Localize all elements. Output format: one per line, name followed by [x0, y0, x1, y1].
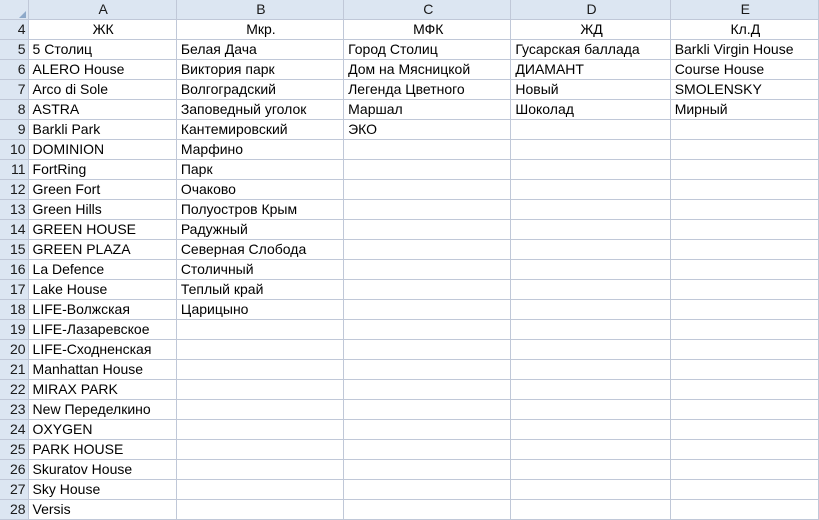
table-row [0, 480, 819, 500]
cell-e26[interactable] [670, 460, 818, 480]
column-header-c[interactable]: C [344, 0, 511, 20]
cell-c26[interactable] [344, 460, 511, 480]
cell-e23[interactable] [670, 400, 818, 420]
cell-e17[interactable] [670, 280, 818, 300]
cell-a24[interactable]: OXYGEN [28, 420, 176, 440]
cell-e11[interactable] [670, 160, 818, 180]
cell-a13[interactable]: Green Hills [28, 200, 176, 220]
cell-d24[interactable] [511, 420, 670, 440]
cell-a16[interactable]: La Defence [28, 260, 176, 280]
cell-e22[interactable] [670, 380, 818, 400]
row-header-4[interactable]: 4 [0, 20, 28, 40]
cell-b9[interactable]: Кантемировский [176, 120, 343, 140]
table-row [0, 160, 819, 180]
cell-a18[interactable]: LIFE-Волжская [28, 300, 176, 320]
cell-b8[interactable]: Заповедный уголок [176, 100, 343, 120]
row-header-27[interactable]: 27 [0, 480, 28, 500]
row-header-13[interactable]: 13 [0, 200, 28, 220]
table-row [0, 140, 819, 160]
cell-c8[interactable]: Маршал [344, 100, 511, 120]
table-row [0, 440, 819, 460]
row-header-16[interactable]: 16 [0, 260, 28, 280]
table-row [0, 500, 819, 520]
cell-b7[interactable]: Волгоградский [176, 80, 343, 100]
cell-c12[interactable] [344, 180, 511, 200]
cell-e24[interactable] [670, 420, 818, 440]
cell-d19[interactable] [511, 320, 670, 340]
column-header-row [0, 0, 819, 20]
row-header-23[interactable]: 23 [0, 400, 28, 420]
cell-d12[interactable] [511, 180, 670, 200]
row-header-22[interactable]: 22 [0, 380, 28, 400]
table-row [0, 100, 819, 120]
cell-e9[interactable] [670, 120, 818, 140]
cell-a22[interactable]: MIRAX PARK [28, 380, 176, 400]
cell-b4[interactable]: Мкр. [176, 20, 343, 40]
cell-d15[interactable] [511, 240, 670, 260]
cell-e18[interactable] [670, 300, 818, 320]
cell-b14[interactable]: Радужный [176, 220, 343, 240]
cell-b5[interactable]: Белая Дача [176, 40, 343, 60]
row-header-21[interactable]: 21 [0, 360, 28, 380]
row-header-12[interactable]: 12 [0, 180, 28, 200]
cell-b10[interactable]: Марфино [176, 140, 343, 160]
cell-e7[interactable]: SMOLENSKY [670, 80, 818, 100]
row-header-26[interactable]: 26 [0, 460, 28, 480]
cell-b26[interactable] [176, 460, 343, 480]
cell-c22[interactable] [344, 380, 511, 400]
cell-c6[interactable]: Дом на Мясницкой [344, 60, 511, 80]
cell-c17[interactable] [344, 280, 511, 300]
cell-c23[interactable] [344, 400, 511, 420]
column-header-b[interactable]: B [176, 0, 343, 20]
cell-c25[interactable] [344, 440, 511, 460]
cell-d16[interactable] [511, 260, 670, 280]
table-row [0, 420, 819, 440]
cell-a11[interactable]: FortRing [28, 160, 176, 180]
table-row [0, 460, 819, 480]
cell-b28[interactable] [176, 500, 343, 520]
cell-d8[interactable]: Шоколад [511, 100, 670, 120]
cell-e28[interactable] [670, 500, 818, 520]
column-header-d[interactable]: D [511, 0, 670, 20]
cell-a19[interactable]: LIFE-Лазаревское [28, 320, 176, 340]
cell-e16[interactable] [670, 260, 818, 280]
cell-d27[interactable] [511, 480, 670, 500]
cell-a8[interactable]: ASTRA [28, 100, 176, 120]
cell-b20[interactable] [176, 340, 343, 360]
cell-e15[interactable] [670, 240, 818, 260]
cell-a23[interactable]: New Переделкино [28, 400, 176, 420]
cell-d7[interactable]: Новый [511, 80, 670, 100]
row-header-19[interactable]: 19 [0, 320, 28, 340]
cell-b15[interactable]: Северная Слобода [176, 240, 343, 260]
cell-b6[interactable]: Виктория парк [176, 60, 343, 80]
table-row [0, 300, 819, 320]
cell-b11[interactable]: Парк [176, 160, 343, 180]
row-header-9[interactable]: 9 [0, 120, 28, 140]
cell-c11[interactable] [344, 160, 511, 180]
cell-a25[interactable]: PARK HOUSE [28, 440, 176, 460]
cell-c9[interactable]: ЭКО [344, 120, 511, 140]
cell-c28[interactable] [344, 500, 511, 520]
table-row [0, 200, 819, 220]
cell-a27[interactable]: Sky House [28, 480, 176, 500]
select-all-corner[interactable] [0, 0, 28, 20]
cell-d23[interactable] [511, 400, 670, 420]
row-header-20[interactable]: 20 [0, 340, 28, 360]
cell-d28[interactable] [511, 500, 670, 520]
cell-a26[interactable]: Skuratov House [28, 460, 176, 480]
table-row [0, 40, 819, 60]
cell-e25[interactable] [670, 440, 818, 460]
cell-a5[interactable]: 5 Столиц [28, 40, 176, 60]
cell-e5[interactable]: Barkli Virgin House [670, 40, 818, 60]
row-header-24[interactable]: 24 [0, 420, 28, 440]
cell-a17[interactable]: Lake House [28, 280, 176, 300]
cell-a20[interactable]: LIFE-Сходненская [28, 340, 176, 360]
cell-a10[interactable]: DOMINION [28, 140, 176, 160]
cell-a12[interactable]: Green Fort [28, 180, 176, 200]
table-row [0, 280, 819, 300]
row-header-7[interactable]: 7 [0, 80, 28, 100]
row-header-8[interactable]: 8 [0, 100, 28, 120]
cell-b27[interactable] [176, 480, 343, 500]
row-header-18[interactable]: 18 [0, 300, 28, 320]
cell-b18[interactable]: Царицыно [176, 300, 343, 320]
cell-a7[interactable]: Arco di Sole [28, 80, 176, 100]
cell-a28[interactable]: Versis [28, 500, 176, 520]
table-row [0, 400, 819, 420]
row-header-6[interactable]: 6 [0, 60, 28, 80]
row-header-5[interactable]: 5 [0, 40, 28, 60]
cell-d21[interactable] [511, 360, 670, 380]
cell-e19[interactable] [670, 320, 818, 340]
cell-d5[interactable]: Гусарская баллада [511, 40, 670, 60]
cell-c19[interactable] [344, 320, 511, 340]
cell-b17[interactable]: Теплый край [176, 280, 343, 300]
cell-e10[interactable] [670, 140, 818, 160]
row-header-28[interactable]: 28 [0, 500, 28, 520]
cell-b25[interactable] [176, 440, 343, 460]
cell-d6[interactable]: ДИАМАНТ [511, 60, 670, 80]
row-header-25[interactable]: 25 [0, 440, 28, 460]
cell-b22[interactable] [176, 380, 343, 400]
cell-b19[interactable] [176, 320, 343, 340]
cell-c27[interactable] [344, 480, 511, 500]
cell-e12[interactable] [670, 180, 818, 200]
row-header-14[interactable]: 14 [0, 220, 28, 240]
cell-d22[interactable] [511, 380, 670, 400]
cell-e8[interactable]: Мирный [670, 100, 818, 120]
cell-c5[interactable]: Город Столиц [344, 40, 511, 60]
cell-d14[interactable] [511, 220, 670, 240]
cell-d9[interactable] [511, 120, 670, 140]
cell-e27[interactable] [670, 480, 818, 500]
cell-c10[interactable] [344, 140, 511, 160]
cell-e4[interactable]: Кл.Д [670, 20, 818, 40]
row-header-17[interactable]: 17 [0, 280, 28, 300]
table-row [0, 240, 819, 260]
cell-b13[interactable]: Полуостров Крым [176, 200, 343, 220]
cell-a4[interactable]: ЖК [28, 20, 176, 40]
cell-b21[interactable] [176, 360, 343, 380]
cell-a21[interactable]: Manhattan House [28, 360, 176, 380]
row-header-11[interactable]: 11 [0, 160, 28, 180]
row-header-10[interactable]: 10 [0, 140, 28, 160]
cell-e13[interactable] [670, 200, 818, 220]
cell-d25[interactable] [511, 440, 670, 460]
cell-d26[interactable] [511, 460, 670, 480]
cell-c16[interactable] [344, 260, 511, 280]
table-row [0, 80, 819, 100]
cell-e20[interactable] [670, 340, 818, 360]
column-header-e[interactable]: E [670, 0, 818, 20]
cell-c7[interactable]: Легенда Цветного [344, 80, 511, 100]
cell-a6[interactable]: ALERO House [28, 60, 176, 80]
cell-c13[interactable] [344, 200, 511, 220]
table-row [0, 220, 819, 240]
cell-b23[interactable] [176, 400, 343, 420]
cell-c21[interactable] [344, 360, 511, 380]
cell-c15[interactable] [344, 240, 511, 260]
cell-c14[interactable] [344, 220, 511, 240]
cell-d4[interactable]: ЖД [511, 20, 670, 40]
cell-a9[interactable]: Barkli Park [28, 120, 176, 140]
select-all-triangle-icon [19, 11, 26, 18]
cell-d17[interactable] [511, 280, 670, 300]
cell-d10[interactable] [511, 140, 670, 160]
table-row [0, 180, 819, 200]
row-header-15[interactable]: 15 [0, 240, 28, 260]
cell-b12[interactable]: Очаково [176, 180, 343, 200]
column-header-a[interactable]: A [28, 0, 176, 20]
table-row [0, 340, 819, 360]
table-row [0, 60, 819, 80]
cell-c24[interactable] [344, 420, 511, 440]
cell-d18[interactable] [511, 300, 670, 320]
cell-e21[interactable] [670, 360, 818, 380]
cell-e6[interactable]: Course House [670, 60, 818, 80]
table-row [0, 320, 819, 340]
table-row [0, 20, 819, 40]
cell-a15[interactable]: GREEN PLAZA [28, 240, 176, 260]
table-row [0, 360, 819, 380]
table-row [0, 260, 819, 280]
cell-d13[interactable] [511, 200, 670, 220]
cell-d11[interactable] [511, 160, 670, 180]
cell-d20[interactable] [511, 340, 670, 360]
cell-a14[interactable]: GREEN HOUSE [28, 220, 176, 240]
cell-b24[interactable] [176, 420, 343, 440]
table-row [0, 380, 819, 400]
cell-b16[interactable]: Столичный [176, 260, 343, 280]
cell-c18[interactable] [344, 300, 511, 320]
cell-e14[interactable] [670, 220, 818, 240]
table-row [0, 120, 819, 140]
cell-c4[interactable]: МФК [344, 20, 511, 40]
cell-c20[interactable] [344, 340, 511, 360]
